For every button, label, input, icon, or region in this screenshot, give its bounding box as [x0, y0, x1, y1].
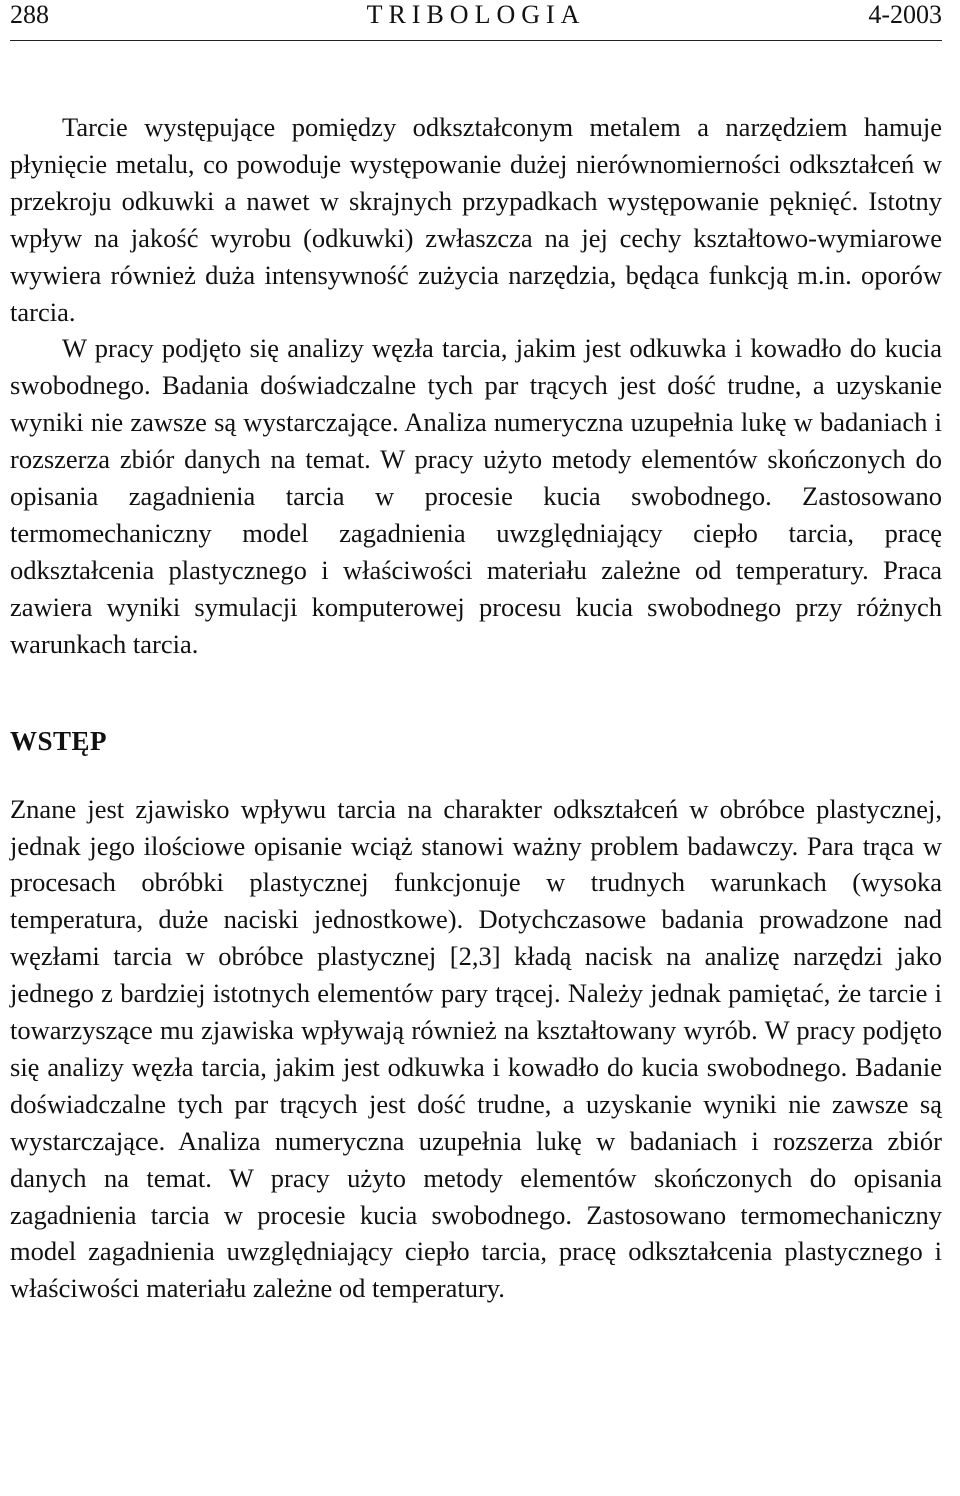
running-header: [10, 0, 942, 41]
journal-title: TRIBOLOGIA: [366, 0, 586, 29]
section-paragraph: Znane jest zjawisko wpływu tarcia na charakter odkształceń w obróbce plastycznej, jednak jego ilościowe opisanie wciąż stanowi ważny problem badawczy. Para trąca w procesach obróbki plastycznej funkcjonuje w trudnych warunkach (wysoka temperatura, duże naciski jednostkowe). Dotychczasowe badania prowadzone nad węzłami tarcia w obróbce plastycznej [2,3] kładą nacisk na analizę narzędzi jako jednego z bardziej istotnych elementów pary trącej. Należy jednak pamiętać, że tarcie i towarzyszące mu zjawiska wpływają również na kształtowany wyrób. W pracy podjęto się analizy węzła tarcia, jakim jest odkuwka i kowadło do kucia swobodnego. Badanie doświadczalne tych par trących jest dość trudne, a uzyskanie wyniki nie zawsze są wystarczające. Analiza numeryczna uzupełnia lukę w badaniach i rozszerza zbiór danych na temat. W pracy użyto metody elementów skończonych do opisania zagadnienia tarcia w procesie kucia swobodnego. Zastosowano termomechaniczny model zagadnienia uwzględniający ciepło tarcia, pracę odkształcenia plastycznego i właściwości materiału zależne od temperatury.: [10, 793, 942, 1304]
issue-number: 4-2003: [868, 0, 942, 29]
abstract-paragraph-2: W pracy podjęto się analizy węzła tarcia, jakim jest odkuwka i kowadło do kucia swobodnego. Badania doświadczalne tych par trących jest dość trudne, a uzyskanie wyniki nie zawsze są wystarczające. Analiza numeryczna uzupełnia lukę w badaniach i rozszerza zbiór danych na temat. W pracy użyto metody elementów skończonych do opisania zagadnienia tarcia w procesie kucia swobodnego. Zastosowano termomechaniczny model zagadnienia uwzględniający ciepło tarcia, pracę odkształcenia plastycznego i właściwości materiału zależne od temperatury. Praca zawiera wyniki symulacji komputerowej procesu kucia swobodnego przy różnych warunkach tarcia.: [10, 333, 942, 659]
document-page: [10, 0, 942, 1307]
abstract-paragraph-1: Tarcie występujące pomiędzy odkształconym metalem a narzędziem hamuje płynięcie metalu, co powoduje występowanie dużej nierównomierności odkształceń w przekroju odkuwki a nawet w skrajnych przypadkach występowanie pęknięć. Istotny wpływ na jakość wyrobu (odkuwki) zwłaszcza na jej cechy kształtowo-wymiarowe wywiera również duża intensywność zużycia narzędzia, będąca funkcją m.in. oporów tarcia.: [10, 112, 942, 327]
abstract: [10, 109, 942, 663]
section-heading: WSTĘP: [10, 725, 108, 756]
page-number: 288: [10, 0, 49, 29]
